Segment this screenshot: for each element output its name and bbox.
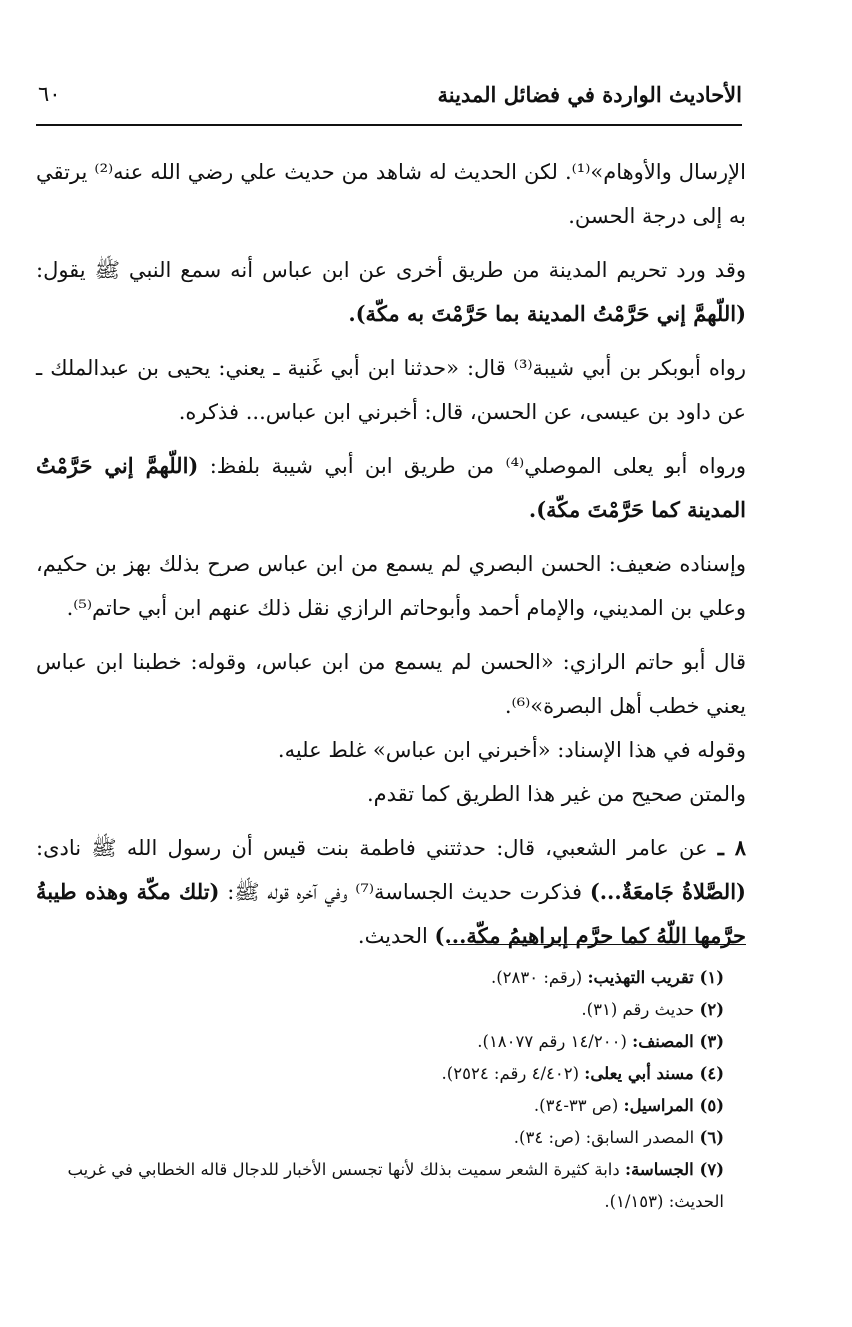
- header-title: الأحاديث الواردة في فضائل المدينة: [437, 82, 742, 107]
- footnote-rule: [448, 944, 746, 945]
- footnote-item: [36, 1058, 752, 1090]
- footnote-text: حديث رقم (٣١).: [581, 1000, 695, 1019]
- paragraph-4-quote: (اللّهمَّ إني حَرَّمْتُ المدينة كما حَرَّمْتَ مكّة).: [36, 453, 746, 522]
- footnote-text: المصدر السابق: (ص: ٣٤).: [513, 1128, 695, 1147]
- footnote-item: [36, 1122, 752, 1154]
- footnote-text: (رقم: ٢٨٣٠).: [490, 968, 583, 987]
- footnote-text: (٤/٤٠٢ رقم: ٢٥٢٤).: [441, 1064, 580, 1083]
- paragraph-1: الإرسال والأوهام»⁽¹⁾. لكن الحديث له شاهد من حديث علي رضي الله عنه⁽²⁾ يرتقي به إلى درجة الحسن.: [36, 160, 746, 228]
- footnote-text: (ص ٣٣-٣٤).: [533, 1096, 619, 1115]
- paragraph-7: وقوله في هذا الإسناد: «أخبرني ابن عباس» غلط عليه.: [277, 738, 746, 762]
- hadith-8-quote-2: (تلك مكّة وهذه طيبةُ حرَّمها اللّهُ كما حرَّم إبراهيمُ مكّة...): [36, 879, 746, 948]
- footnote-item: [36, 962, 752, 994]
- hadith-8: [36, 826, 746, 958]
- paragraph-4-intro: ورواه أبو يعلى الموصلي⁽⁴⁾ من طريق ابن أبي شيبة بلفظ:: [209, 454, 746, 478]
- footnote-label: (٧) الجساسة:: [624, 1160, 724, 1179]
- paragraph-5: وإسناده ضعيف: الحسن البصري لم يسمع من ابن عباس صرح بذلك بهز بن حكيم، وعلي بن المديني، والإمام أحمد وأبوحاتم الرازي نقل ذلك عنهم ابن أبي حاتم⁽⁵⁾.: [36, 552, 746, 620]
- footnote-item: [36, 1154, 752, 1218]
- hadith-8-part-a: عن عامر الشعبي، قال: حدثتني فاطمة بنت قيس أن رسول الله ﷺ نادى:: [36, 836, 708, 860]
- footnote-label: (٤) مسند أبي يعلى:: [584, 1064, 724, 1083]
- footnote-text: دابة كثيرة الشعر سميت بذلك لأنها تجسس الأخبار للدجال قاله الخطابي في غريب الحديث: (١/١٥٣).: [67, 1160, 724, 1211]
- footnote-item: [36, 1090, 752, 1122]
- footnote-label: (١) تقريب التهذيب:: [587, 968, 724, 987]
- main-text: [36, 150, 746, 968]
- paragraph-2: [36, 248, 746, 336]
- header-rule: [36, 124, 742, 126]
- paragraph-2-intro: وقد ورد تحريم المدينة من طريق أخرى عن ابن عباس أنه سمع النبي ﷺ يقول:: [36, 258, 746, 282]
- footnote-label: (٥) المراسيل:: [623, 1096, 724, 1115]
- running-header: [36, 82, 742, 112]
- footnote-text: (١٤/٢٠٠ رقم ١٨٠٧٧).: [477, 1032, 627, 1051]
- hadith-8-quote-1: (الصَّلاةُ جَامعَةٌ...): [589, 879, 746, 904]
- paragraph-8: والمتن صحيح من غير هذا الطريق كما تقدم.: [366, 782, 746, 806]
- hadith-8-end: الحديث.: [357, 924, 428, 948]
- footnote-item: [36, 994, 752, 1026]
- footnote-label: (٢): [699, 1000, 724, 1019]
- paragraph-6: قال أبو حاتم الرازي: «الحسن لم يسمع من ابن عباس، وقوله: خطبنا ابن عباس يعني خطب أهل البصرة»⁽⁶⁾.: [36, 650, 746, 718]
- footnote-item: [36, 1026, 752, 1058]
- page-number: ٦٠: [38, 82, 61, 106]
- footnote-label: (٦): [699, 1128, 724, 1147]
- paragraph-2-quote: (اللّهمَّ إني حَرَّمْتُ المدينة بما حَرَّمْتَ به مكّة).: [348, 301, 746, 326]
- footnote-label: (٣) المصنف:: [632, 1032, 724, 1051]
- paragraph-3: رواه أبوبكر بن أبي شيبة⁽³⁾ قال: «حدثنا ابن أبي غَنية ـ يعني: يحيى بن عبدالملك ـ عن داود بن عيسى، عن الحسن، قال: أخبرني ابن عباس... فذكره.: [36, 356, 747, 424]
- paragraph-4: [36, 444, 746, 532]
- hadith-number: ٨ ـ: [717, 835, 746, 860]
- footnotes: [36, 962, 752, 1218]
- hadith-8-part-b: فذكرت حديث الجساسة⁽⁷⁾ وفي آخره قوله ﷺ:: [227, 880, 583, 904]
